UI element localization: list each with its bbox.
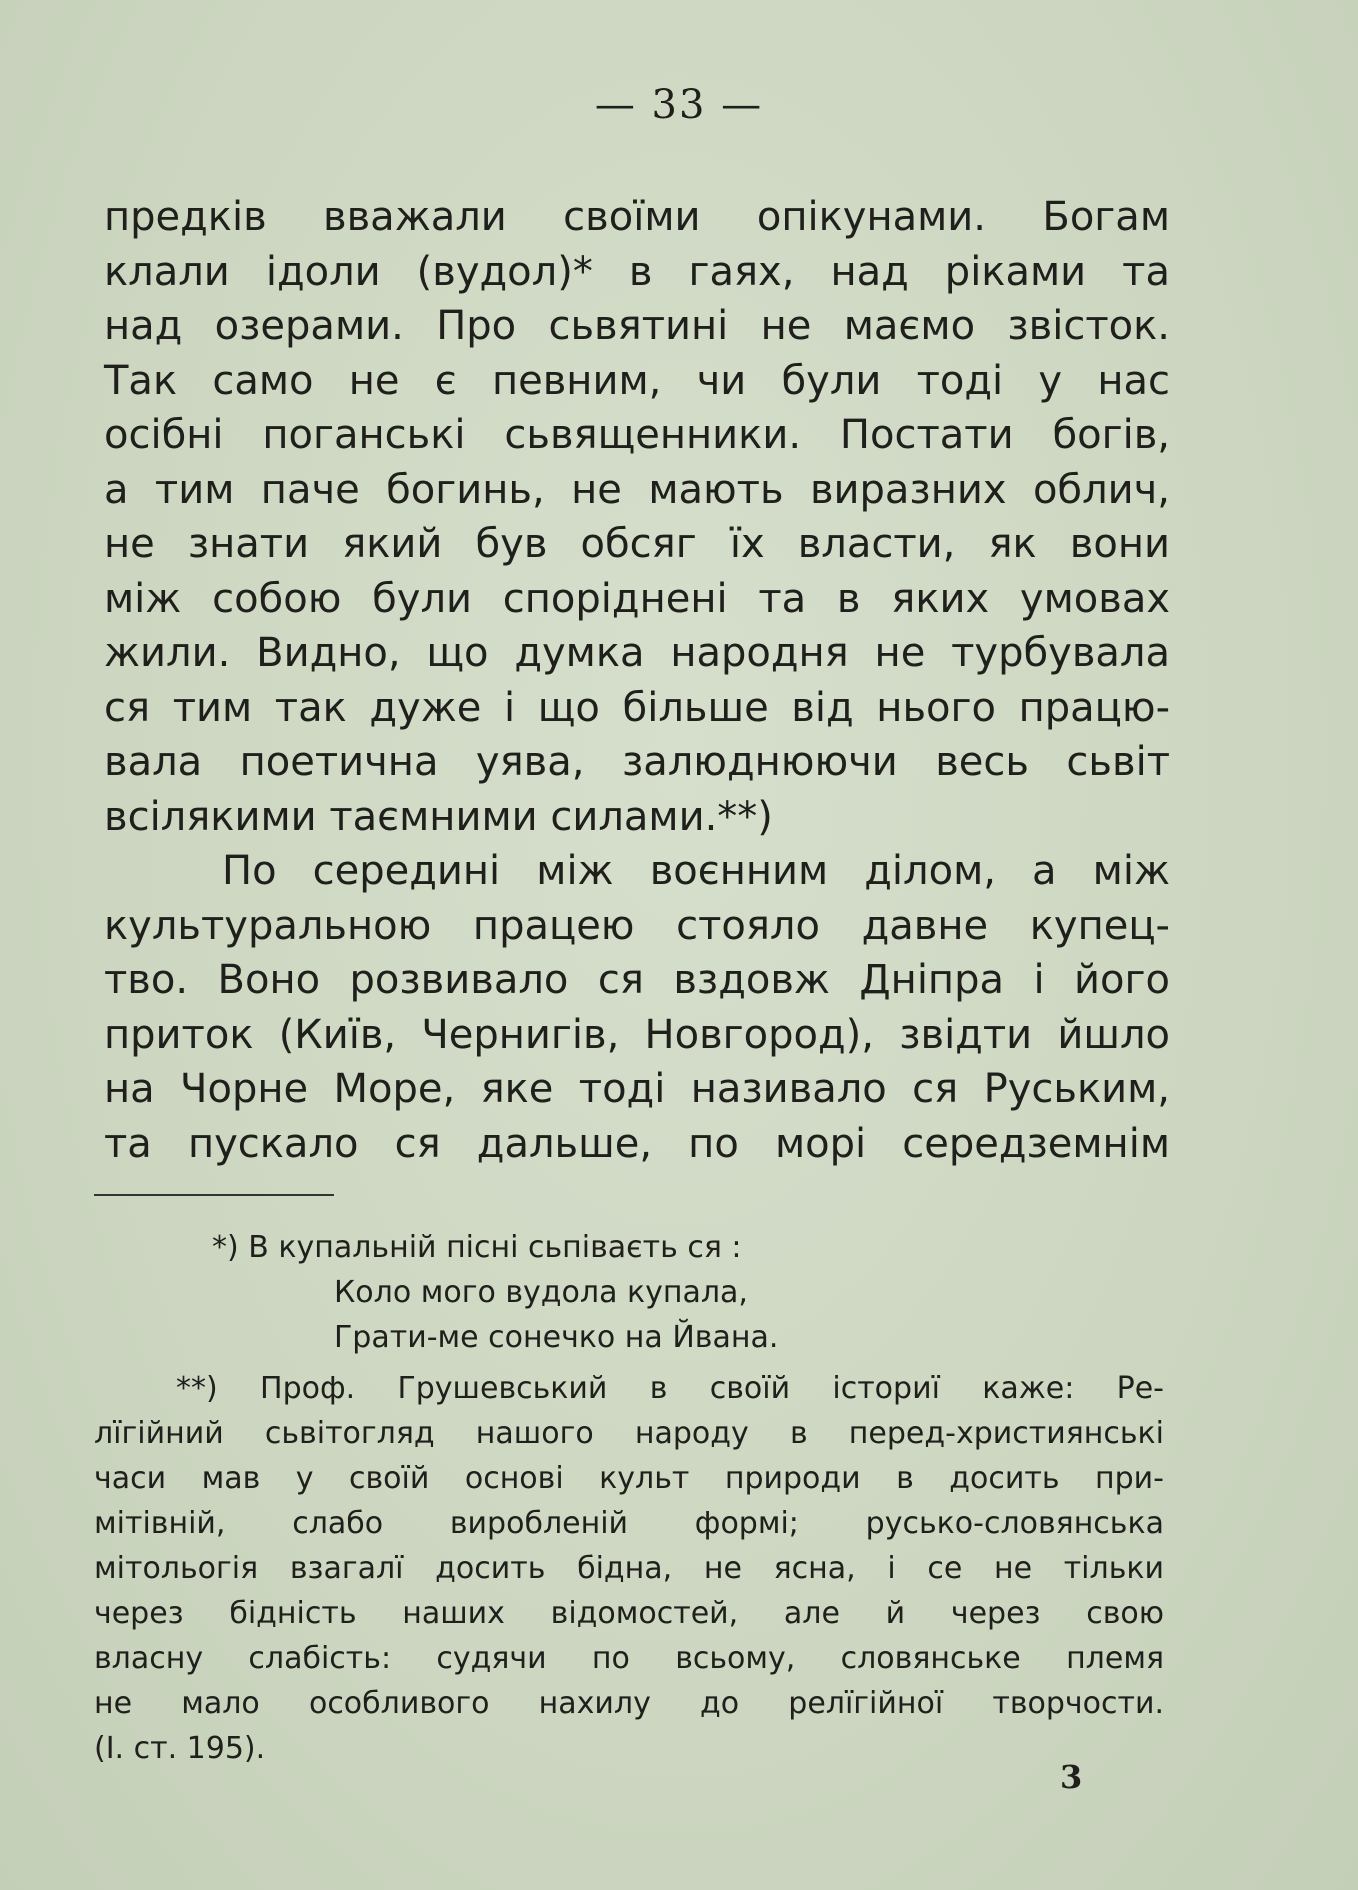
text-line: вала поетична уява, залюднюючи весь сьвіт — [104, 739, 1170, 785]
text-line: а тим паче богинь, не мають виразних облич, — [104, 466, 1170, 513]
footnote-line: мітольогія взагалї досить бідна, не ясна, і се не тільки — [94, 1551, 1164, 1586]
footnote-line: власну слабість: судячи по всьому, словянське племя — [94, 1641, 1164, 1676]
text-line: предків вважали своїми опікунами. Богам — [104, 194, 1170, 240]
footnote-line: через бідність наших відомостей, але й через свою — [94, 1596, 1164, 1631]
footnote-1-verse: Коло мого вудола купала, — [334, 1275, 748, 1310]
footnote-line: **) Проф. Грушевський в своїй істориї каже: Ре- — [176, 1371, 1164, 1406]
text-line: осібні поганські сьвященники. Постати богів, — [104, 412, 1170, 458]
text-line: тво. Воно розвивало ся вздовж Дніпра і його — [104, 957, 1170, 1003]
text-line: всілякими таємними силами.**) — [104, 793, 773, 840]
text-line: над озерами. Про сьвятині не маємо звісток. — [104, 303, 1170, 349]
text-line: клали ідоли (вудол)* в гаях, над ріками та — [104, 248, 1170, 295]
main-text — [104, 190, 1170, 1171]
text-line: не знати який був обсяг їх власти, як вони — [104, 521, 1170, 567]
footnote-line: (I. ст. 195). — [94, 1731, 266, 1766]
text-line: жили. Видно, що думка народня не турбувала — [104, 630, 1170, 676]
paragraph-start-line: По середині між воєнним ділом, а між — [222, 848, 1170, 894]
footnote-line: часи мав у своїй основі культ природи в досить при- — [94, 1461, 1164, 1496]
footnote-1-verse: Грати-ме сонечко на Йвана. — [334, 1320, 779, 1355]
footnote-1-head: *) В купальній пісні сьпіваєть ся : — [212, 1230, 742, 1265]
footnote-2 — [94, 1366, 1164, 1771]
footnote-divider — [94, 1194, 334, 1196]
text-line: культуральною працею стояло давне купец- — [104, 902, 1170, 949]
footnotes — [94, 1225, 1164, 1771]
text-line: між собою були споріднені та в яких умовах — [104, 575, 1170, 622]
text-line: та пускало ся дальше, по морі середземнім — [104, 1120, 1170, 1167]
footnote-line: лїгійний сьвітогляд нашого народу в перед-християнські — [94, 1416, 1164, 1451]
signature-mark: 3 — [1060, 1758, 1083, 1796]
text-line: приток (Київ, Чернигів, Новгород), звідти йшло — [104, 1011, 1170, 1058]
text-line: на Чорне Море, яке тоді називало ся Руським, — [104, 1066, 1170, 1112]
text-line: ся тим так дуже і що більше від нього працю- — [104, 684, 1170, 731]
page-number: — 33 — — [594, 82, 764, 128]
text-line: Так само не є певним, чи були тоді у нас — [104, 357, 1170, 404]
footnote-line: не мало особливого нахилу до релїгійної творчости. — [94, 1686, 1164, 1721]
footnote-line: мітівній, слабо виробленій формі; русько-словянська — [94, 1506, 1164, 1541]
